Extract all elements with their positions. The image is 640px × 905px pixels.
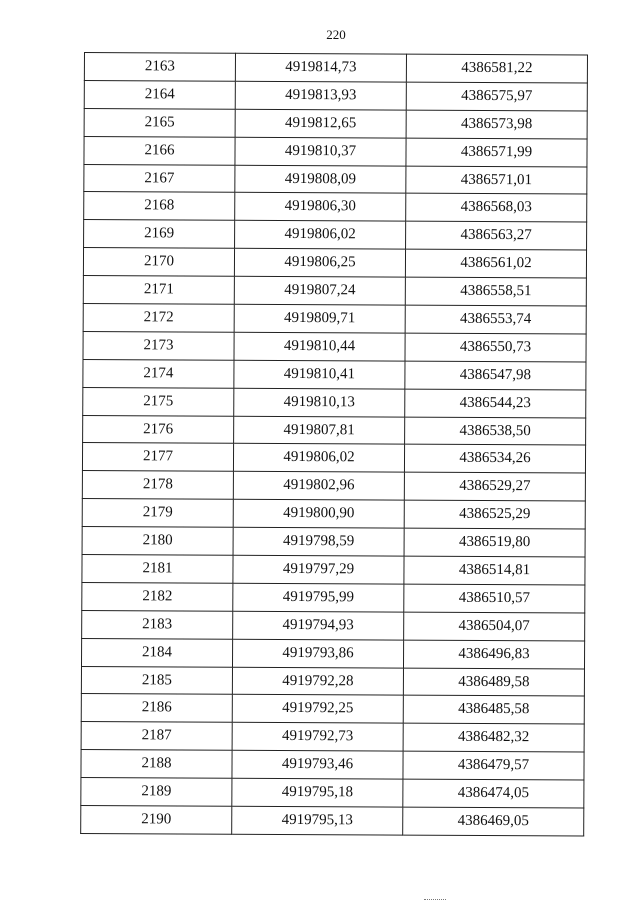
table-row [81,778,584,808]
point-number-cell: 2174 [83,359,234,388]
point-number-cell: 2173 [83,331,234,360]
coordinates-table-body [81,53,588,836]
table-row [84,108,587,138]
x-coordinate-cell: 4919792,73 [232,723,403,752]
x-coordinate-cell: 4919808,09 [235,165,406,194]
table-row [83,248,586,278]
x-coordinate-cell: 4919813,93 [235,81,406,110]
y-coordinate-cell: 4386544,23 [405,389,586,418]
footer-mark [424,899,446,902]
point-number-cell: 2177 [82,443,233,472]
point-number-cell: 2184 [81,638,232,667]
table-row [82,610,585,640]
x-coordinate-cell: 4919795,13 [232,806,403,835]
table-row [81,722,584,752]
table-row [84,220,587,250]
y-coordinate-cell: 4386547,98 [405,361,586,390]
x-coordinate-cell: 4919810,13 [234,388,405,417]
x-coordinate-cell: 4919794,93 [233,611,404,640]
y-coordinate-cell: 4386519,80 [404,528,585,557]
x-coordinate-cell: 4919812,65 [235,109,406,138]
table-row [83,387,586,417]
x-coordinate-cell: 4919807,81 [234,416,405,445]
table-row [82,499,585,529]
point-number-cell: 2189 [81,778,232,807]
table-row [81,638,584,668]
table-row [81,806,584,836]
point-number-cell: 2164 [84,80,235,109]
y-coordinate-cell: 4386525,29 [404,500,585,529]
y-coordinate-cell: 4386561,02 [405,249,586,278]
point-number-cell: 2182 [82,582,233,611]
x-coordinate-cell: 4919795,99 [233,583,404,612]
table-row [84,80,587,110]
point-number-cell: 2172 [83,304,234,333]
point-number-cell: 2165 [84,108,235,137]
table-row [83,304,586,334]
y-coordinate-cell: 4386581,22 [406,54,587,83]
y-coordinate-cell: 4386469,05 [403,807,584,836]
point-number-cell: 2170 [83,248,234,277]
point-number-cell: 2180 [82,527,233,556]
y-coordinate-cell: 4386553,74 [405,305,586,334]
point-number-cell: 2175 [83,387,234,416]
y-coordinate-cell: 4386510,57 [404,584,585,613]
x-coordinate-cell: 4919802,96 [233,472,404,501]
point-number-cell: 2187 [81,722,232,751]
y-coordinate-cell: 4386489,58 [403,668,584,697]
y-coordinate-cell: 4386568,03 [406,194,587,223]
y-coordinate-cell: 4386571,01 [406,166,587,195]
y-coordinate-cell: 4386558,51 [405,277,586,306]
y-coordinate-cell: 4386534,26 [404,445,585,474]
x-coordinate-cell: 4919814,73 [235,53,406,82]
point-number-cell: 2179 [82,499,233,528]
table-row [84,136,587,166]
coordinates-table-container [80,52,584,836]
table-row [81,750,584,780]
point-number-cell: 2167 [84,164,235,193]
point-number-cell: 2183 [82,610,233,639]
table-row [82,582,585,612]
point-number-cell: 2166 [84,136,235,165]
x-coordinate-cell: 4919809,71 [234,304,405,333]
x-coordinate-cell: 4919806,25 [234,248,405,277]
y-coordinate-cell: 4386479,57 [403,751,584,780]
point-number-cell: 2185 [81,666,232,695]
y-coordinate-cell: 4386496,83 [403,640,584,669]
x-coordinate-cell: 4919800,90 [233,499,404,528]
x-coordinate-cell: 4919797,29 [233,555,404,584]
point-number-cell: 2171 [83,276,234,305]
y-coordinate-cell: 4386573,98 [406,110,587,139]
coordinates-table [80,52,588,836]
table-row [82,443,585,473]
table-row [84,164,587,194]
y-coordinate-cell: 4386474,05 [403,779,584,808]
point-number-cell: 2178 [82,471,233,500]
table-row [81,666,584,696]
y-coordinate-cell: 4386504,07 [404,612,585,641]
table-row [83,359,586,389]
table-row [82,527,585,557]
table-row [82,555,585,585]
x-coordinate-cell: 4919792,25 [232,695,403,724]
point-number-cell: 2168 [84,192,235,221]
point-number-cell: 2181 [82,555,233,584]
x-coordinate-cell: 4919806,02 [235,221,406,250]
point-number-cell: 2186 [81,694,232,723]
y-coordinate-cell: 4386563,27 [406,221,587,250]
point-number-cell: 2190 [81,806,232,835]
table-row [84,192,587,222]
point-number-cell: 2163 [84,53,235,82]
x-coordinate-cell: 4919798,59 [233,527,404,556]
table-row [81,694,584,724]
x-coordinate-cell: 4919810,41 [234,360,405,389]
point-number-cell: 2188 [81,750,232,779]
y-coordinate-cell: 4386529,27 [404,472,585,501]
point-number-cell: 2176 [83,415,234,444]
y-coordinate-cell: 4386571,99 [406,138,587,167]
table-row [82,471,585,501]
y-coordinate-cell: 4386538,50 [405,417,586,446]
y-coordinate-cell: 4386485,58 [403,696,584,725]
y-coordinate-cell: 4386482,32 [403,723,584,752]
x-coordinate-cell: 4919792,28 [232,667,403,696]
x-coordinate-cell: 4919806,30 [235,193,406,222]
x-coordinate-cell: 4919806,02 [233,444,404,473]
point-number-cell: 2169 [84,220,235,249]
x-coordinate-cell: 4919793,46 [232,750,403,779]
page-number: 220 [326,27,346,42]
y-coordinate-cell: 4386514,81 [404,556,585,585]
x-coordinate-cell: 4919810,37 [235,137,406,166]
y-coordinate-cell: 4386550,73 [405,333,586,362]
x-coordinate-cell: 4919793,86 [232,639,403,668]
table-row [84,53,587,83]
x-coordinate-cell: 4919810,44 [234,332,405,361]
table-row [83,415,586,445]
x-coordinate-cell: 4919807,24 [234,276,405,305]
table-row [83,331,586,361]
table-row [83,276,586,306]
y-coordinate-cell: 4386575,97 [406,82,587,111]
x-coordinate-cell: 4919795,18 [232,778,403,807]
